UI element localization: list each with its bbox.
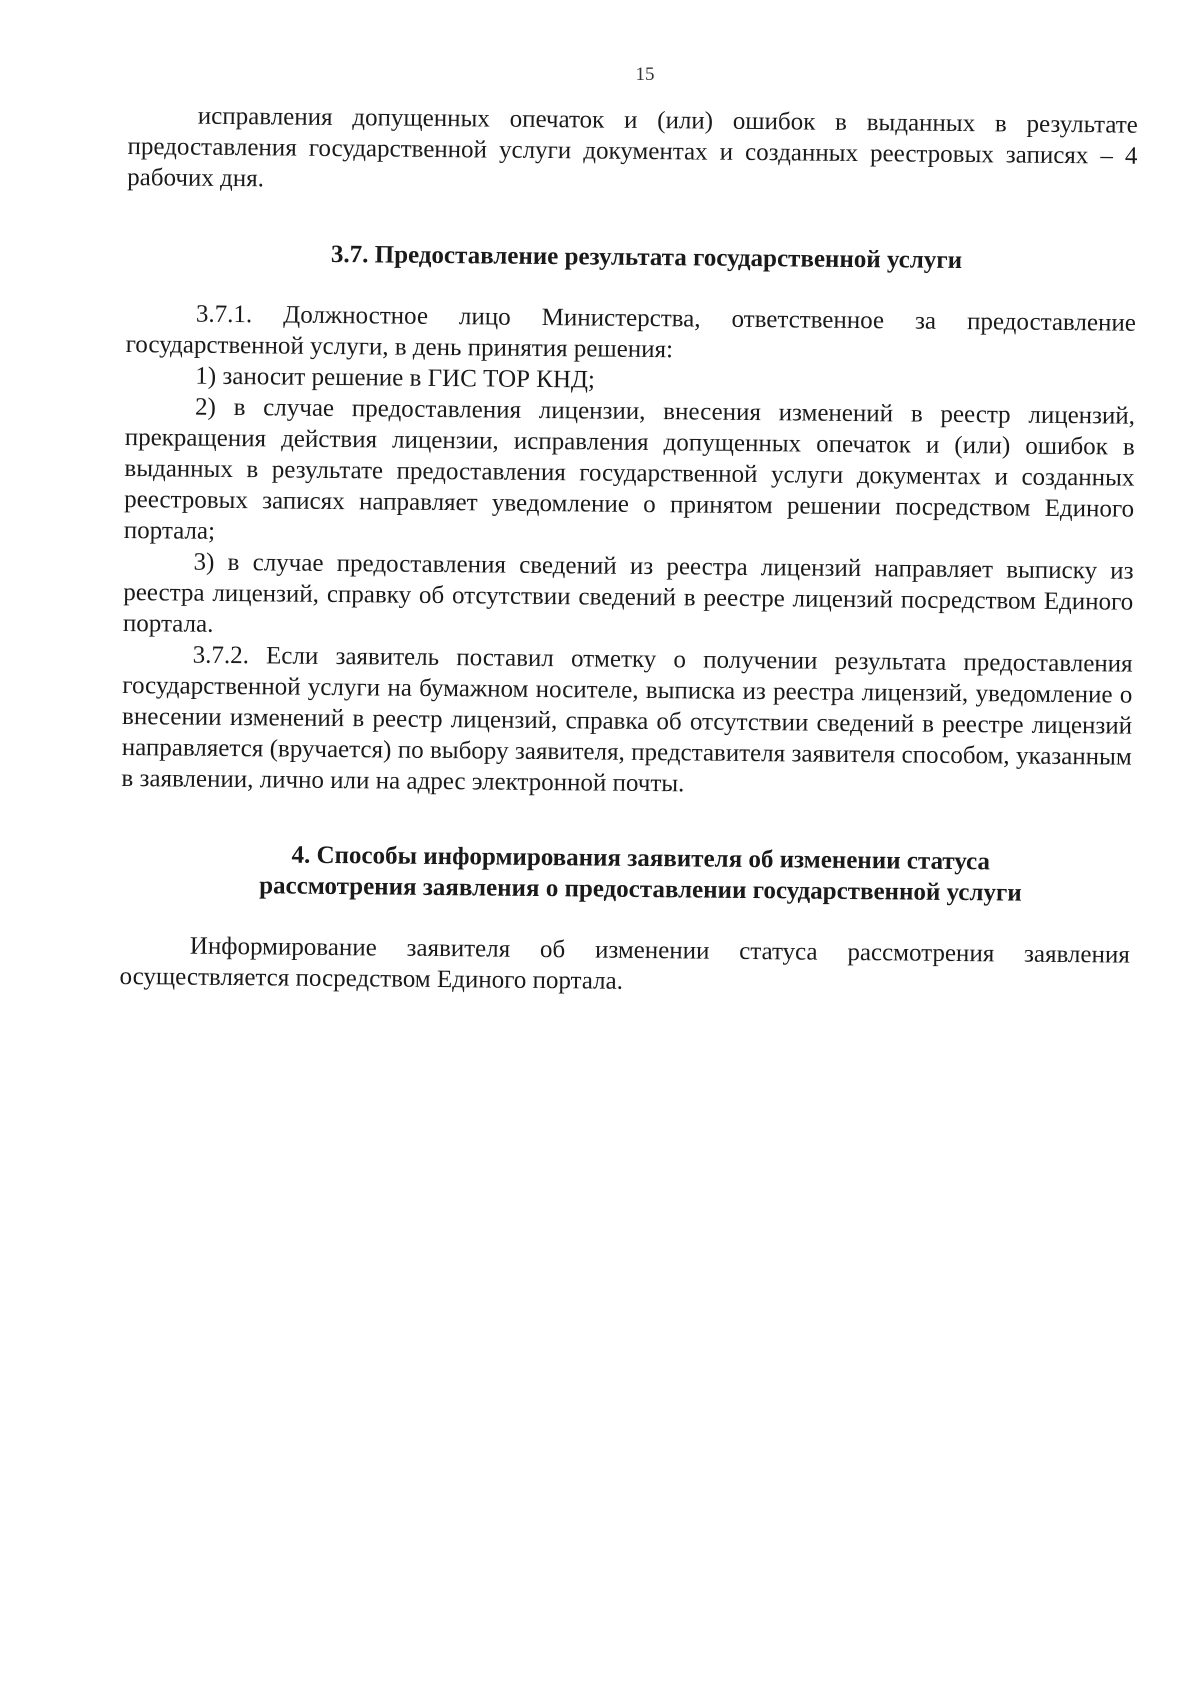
- list-item-2: 2) в случае предоставления лицензии, внесения изменений в реестр лицензий, прекращения действия лицензии, исправления допущенных опечаток и (или) ошибок в выданных в результате предоставления государственной услуги документах и созданных реестровых записях направляет уведомление о принятом решении посредством Единого портала;: [123, 393, 1136, 545]
- section-heading-4: [120, 838, 1131, 910]
- section-heading-3-7: 3.7. Предоставление результата государственной услуги: [330, 240, 963, 275]
- paragraph-continuation: исправления допущенных опечаток и (или) ошибок в выданных в результате предоставления государственной услуги документах и созданных реестровых записях – 4 рабочих дня.: [127, 102, 1138, 193]
- section-heading-4-line1: 4. Способы информирования заявителя об изменении статуса: [291, 841, 991, 876]
- paragraph-3-7-1: 3.7.1. Должностное лицо Министерства, ответственное за предоставление государственной услуги, в день принятия решения:: [125, 300, 1137, 364]
- document-body: [119, 100, 1138, 1002]
- list-item-1: 1) заносит решение в ГИС ТОР КНД;: [195, 362, 596, 394]
- list-item-3: 3) в случае предоставления сведений из реестра лицензий направляет выписку из реестра лицензий, справку об отсутствии сведений в реестре лицензий посредством Единого портала.: [122, 548, 1134, 638]
- paragraph-3-7-2: 3.7.2. Если заявитель поставил отметку о получении результата предоставления государственной услуги на бумажном носителе, выписка из реестра лицензий, уведомление о внесении изменений в реестр лицензий, справка об отсутствии сведений в реестре лицензий направляется (вручается) по выбору заявителя, представителя заявителя способом, указанным в заявлении, лично или на адрес электронной почты.: [121, 641, 1133, 798]
- paragraph-section-4: Информирование заявителя об изменении статуса рассмотрения заявления осуществляется посредством Единого портала.: [119, 932, 1130, 995]
- section-heading-4-line2: рассмотрения заявления о предоставлении государственной услуги: [259, 872, 1022, 907]
- page-number: 15: [635, 64, 655, 85]
